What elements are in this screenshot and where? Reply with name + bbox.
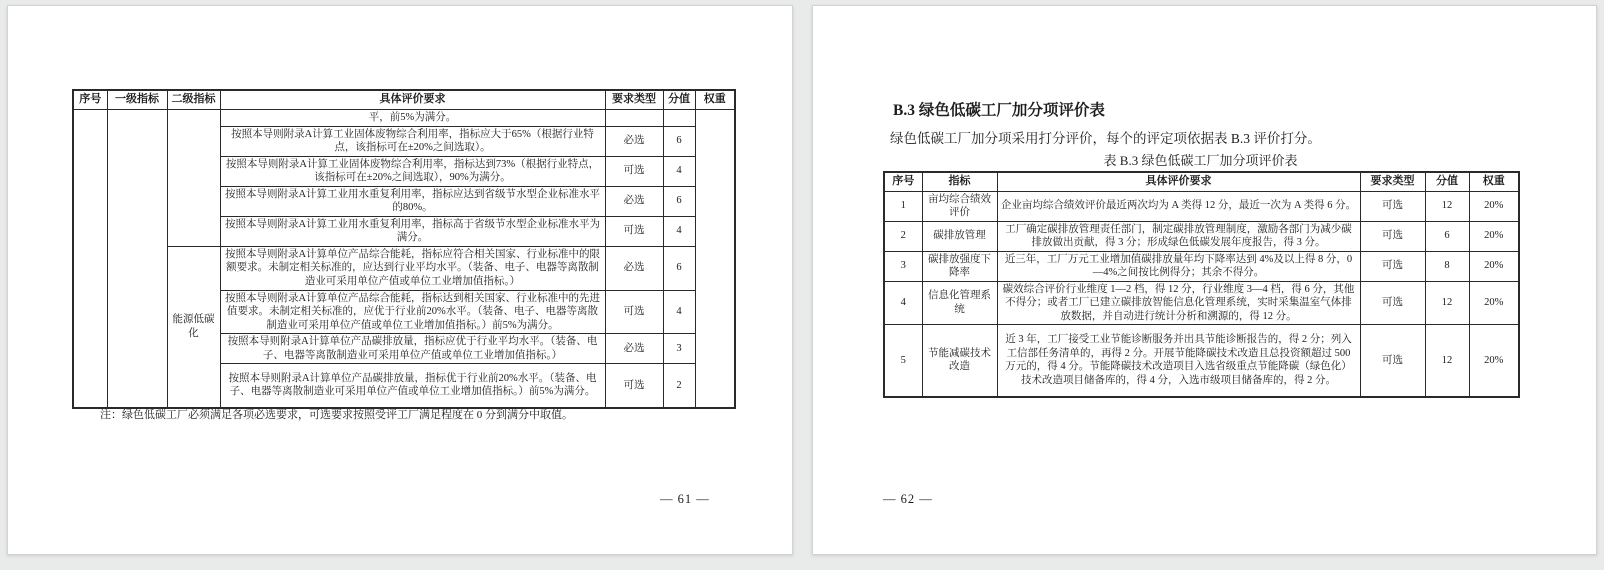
evaluation-table-continued bbox=[72, 89, 736, 409]
cell-requirement: 工厂确定碳排放管理责任部门，制定碳排放管理制度，激励各部门为减少碳排放做出贡献，得 3 分；形成绿色低碳发展年度报告，得 3 分。 bbox=[997, 221, 1360, 251]
table-row bbox=[73, 246, 735, 290]
column-header-seq: 序号 bbox=[73, 90, 107, 109]
table-row bbox=[884, 251, 1519, 281]
section-heading-b3: B.3 绿色低碳工厂加分项评价表 bbox=[893, 102, 1105, 119]
cell-type: 可选 bbox=[605, 216, 663, 246]
cell-type: 可选 bbox=[605, 156, 663, 186]
cell-requirement: 按照本导则附录A计算单位产品碳排放量，指标应优于行业平均水平。（装备、电子、电器等离散制造业可采用单位产值或单位工业增加值指标。） bbox=[220, 334, 605, 364]
cell-seq: 3 bbox=[884, 251, 922, 281]
column-header-score: 分值 bbox=[1425, 172, 1469, 191]
cell-seq: 1 bbox=[884, 191, 922, 221]
cell-level2-energy: 能源低碳化 bbox=[167, 246, 220, 408]
cell-score: 3 bbox=[663, 334, 695, 364]
cell-type: 必选 bbox=[605, 334, 663, 364]
table-row bbox=[884, 191, 1519, 221]
page-number: — 61 — bbox=[660, 492, 710, 506]
cell-score bbox=[663, 109, 695, 126]
cell-weight: 20% bbox=[1469, 281, 1519, 325]
cell-weight-empty bbox=[695, 109, 735, 408]
cell-requirement: 按照本导则附录A计算工业固体废物综合利用率，指标应大于65%（根据行业特点，该指标可在±20%之间选取）。 bbox=[220, 126, 605, 156]
document-page-61 bbox=[7, 5, 793, 555]
cell-weight: 20% bbox=[1469, 191, 1519, 221]
cell-type: 必选 bbox=[605, 186, 663, 216]
cell-score: 6 bbox=[663, 246, 695, 290]
cell-score: 12 bbox=[1425, 281, 1469, 325]
column-header-indicator: 指标 bbox=[922, 172, 997, 191]
cell-indicator: 碳排放强度下降率 bbox=[922, 251, 997, 281]
column-header-type: 要求类型 bbox=[605, 90, 663, 109]
cell-requirement: 按照本导则附录A计算单位产品综合能耗，指标达到相关国家、行业标准中的先进值要求。未制定相关标准的，应优于行业前20%水平。（装备、电子、电器等离散制造业可采用单位产值或单位工业增加值指标。）前5%为满分。 bbox=[220, 290, 605, 334]
table-note: 注：绿色低碳工厂必须满足各项必选要求，可选要求按照受评工厂满足程度在 0 分到满分中取值。 bbox=[100, 409, 573, 421]
cell-seq: 5 bbox=[884, 325, 922, 397]
cell-type: 必选 bbox=[605, 126, 663, 156]
cell-requirement: 按照本导则附录A计算工业固体废物综合利用率，指标达到73%（根据行业特点，该指标可在±20%之间选取），90%为满分。 bbox=[220, 156, 605, 186]
column-header-requirement: 具体评价要求 bbox=[997, 172, 1360, 191]
cell-requirement: 按照本导则附录A计算工业用水重复利用率，指标应达到省级节水型企业标准水平的80%。 bbox=[220, 186, 605, 216]
cell-type: 可选 bbox=[1360, 281, 1425, 325]
cell-requirement: 平，前5%为满分。 bbox=[220, 109, 605, 126]
cell-requirement: 按照本导则附录A计算工业用水重复利用率，指标高于省级节水型企业标准水平为满分。 bbox=[220, 216, 605, 246]
table-caption: 表 B.3 绿色低碳工厂加分项评价表 bbox=[1103, 153, 1298, 168]
cell-type: 可选 bbox=[1360, 251, 1425, 281]
cell-requirement: 按照本导则附录A计算单位产品碳排放量，指标优于行业前20%水平。（装备、电子、电器等离散制造业可采用单位产值或单位工业增加值指标。）前5%为满分。 bbox=[220, 364, 605, 408]
cell-indicator: 碳排放管理 bbox=[922, 221, 997, 251]
cell-type: 可选 bbox=[1360, 191, 1425, 221]
cell-seq-empty bbox=[73, 109, 107, 408]
cell-requirement: 近 3 年，工厂接受工业节能诊断服务并出具节能诊断报告的，得 2 分；列入工信部任务清单的，再得 2 分。开展节能降碳技术改造且总投资额超过 500 万元的，得 4 分。节能降碳技术改造项目入选省级重点节能降碳（绿色化）技术改造项目储备库的，得 4 分，入选市级项目储备库的，得 2 分。 bbox=[997, 325, 1360, 397]
table-row bbox=[884, 221, 1519, 251]
cell-type: 可选 bbox=[1360, 325, 1425, 397]
column-header-type: 要求类型 bbox=[1360, 172, 1425, 191]
cell-score: 8 bbox=[1425, 251, 1469, 281]
table-row bbox=[73, 109, 735, 126]
column-header-weight: 权重 bbox=[1469, 172, 1519, 191]
document-page-62 bbox=[812, 5, 1597, 555]
cell-type: 可选 bbox=[605, 364, 663, 408]
table-row bbox=[884, 281, 1519, 325]
column-header-level1: 一级指标 bbox=[107, 90, 167, 109]
cell-score: 6 bbox=[1425, 221, 1469, 251]
cell-indicator: 信息化管理系统 bbox=[922, 281, 997, 325]
cell-requirement: 按照本导则附录A计算单位产品综合能耗，指标应符合相关国家、行业标准中的限额要求。未制定相关标准的，应达到行业平均水平。（装备、电子、电器等离散制造业可采用单位产值或单位工业增加值指标。） bbox=[220, 246, 605, 290]
cell-indicator: 节能减碳技术改造 bbox=[922, 325, 997, 397]
cell-weight: 20% bbox=[1469, 251, 1519, 281]
cell-type: 必选 bbox=[605, 246, 663, 290]
section-intro: 绿色低碳工厂加分项采用打分评价，每个的评定项依据表 B.3 评价打分。 bbox=[890, 131, 1321, 146]
table-header-row bbox=[73, 90, 735, 109]
cell-score: 4 bbox=[663, 290, 695, 334]
bonus-evaluation-table bbox=[883, 171, 1520, 398]
cell-type: 可选 bbox=[1360, 221, 1425, 251]
cell-indicator: 亩均综合绩效评价 bbox=[922, 191, 997, 221]
table-header-row bbox=[884, 172, 1519, 191]
cell-type bbox=[605, 109, 663, 126]
cell-score: 4 bbox=[663, 156, 695, 186]
cell-type: 可选 bbox=[605, 290, 663, 334]
cell-requirement: 近三年，工厂万元工业增加值碳排放量年均下降率达到 4%及以上得 8 分，0—4%之间按比例得分；其余不得分。 bbox=[997, 251, 1360, 281]
cell-score: 6 bbox=[663, 126, 695, 156]
cell-score: 12 bbox=[1425, 191, 1469, 221]
cell-weight: 20% bbox=[1469, 221, 1519, 251]
column-header-requirement: 具体评价要求 bbox=[220, 90, 605, 109]
page-number: — 62 — bbox=[883, 492, 933, 506]
cell-requirement: 企业亩均综合绩效评价最近两次均为 A 类得 12 分，最近一次为 A 类得 6 分。 bbox=[997, 191, 1360, 221]
cell-seq: 4 bbox=[884, 281, 922, 325]
cell-score: 4 bbox=[663, 216, 695, 246]
column-header-level2: 二级指标 bbox=[167, 90, 220, 109]
table-row bbox=[884, 325, 1519, 397]
column-header-score: 分值 bbox=[663, 90, 695, 109]
cell-weight: 20% bbox=[1469, 325, 1519, 397]
cell-score: 6 bbox=[663, 186, 695, 216]
cell-level1-empty bbox=[107, 109, 167, 408]
cell-seq: 2 bbox=[884, 221, 922, 251]
cell-score: 2 bbox=[663, 364, 695, 408]
column-header-weight: 权重 bbox=[695, 90, 735, 109]
cell-score: 12 bbox=[1425, 325, 1469, 397]
column-header-seq: 序号 bbox=[884, 172, 922, 191]
cell-level2-empty bbox=[167, 109, 220, 246]
cell-requirement: 碳效综合评价行业维度 1—2 档，得 12 分，行业维度 3—4 档，得 6 分，其他不得分；或者工厂已建立碳排放智能信息化管理系统，实时采集温室气体排放数据，并自动进行统计分析和溯源的，得 12 分。 bbox=[997, 281, 1360, 325]
